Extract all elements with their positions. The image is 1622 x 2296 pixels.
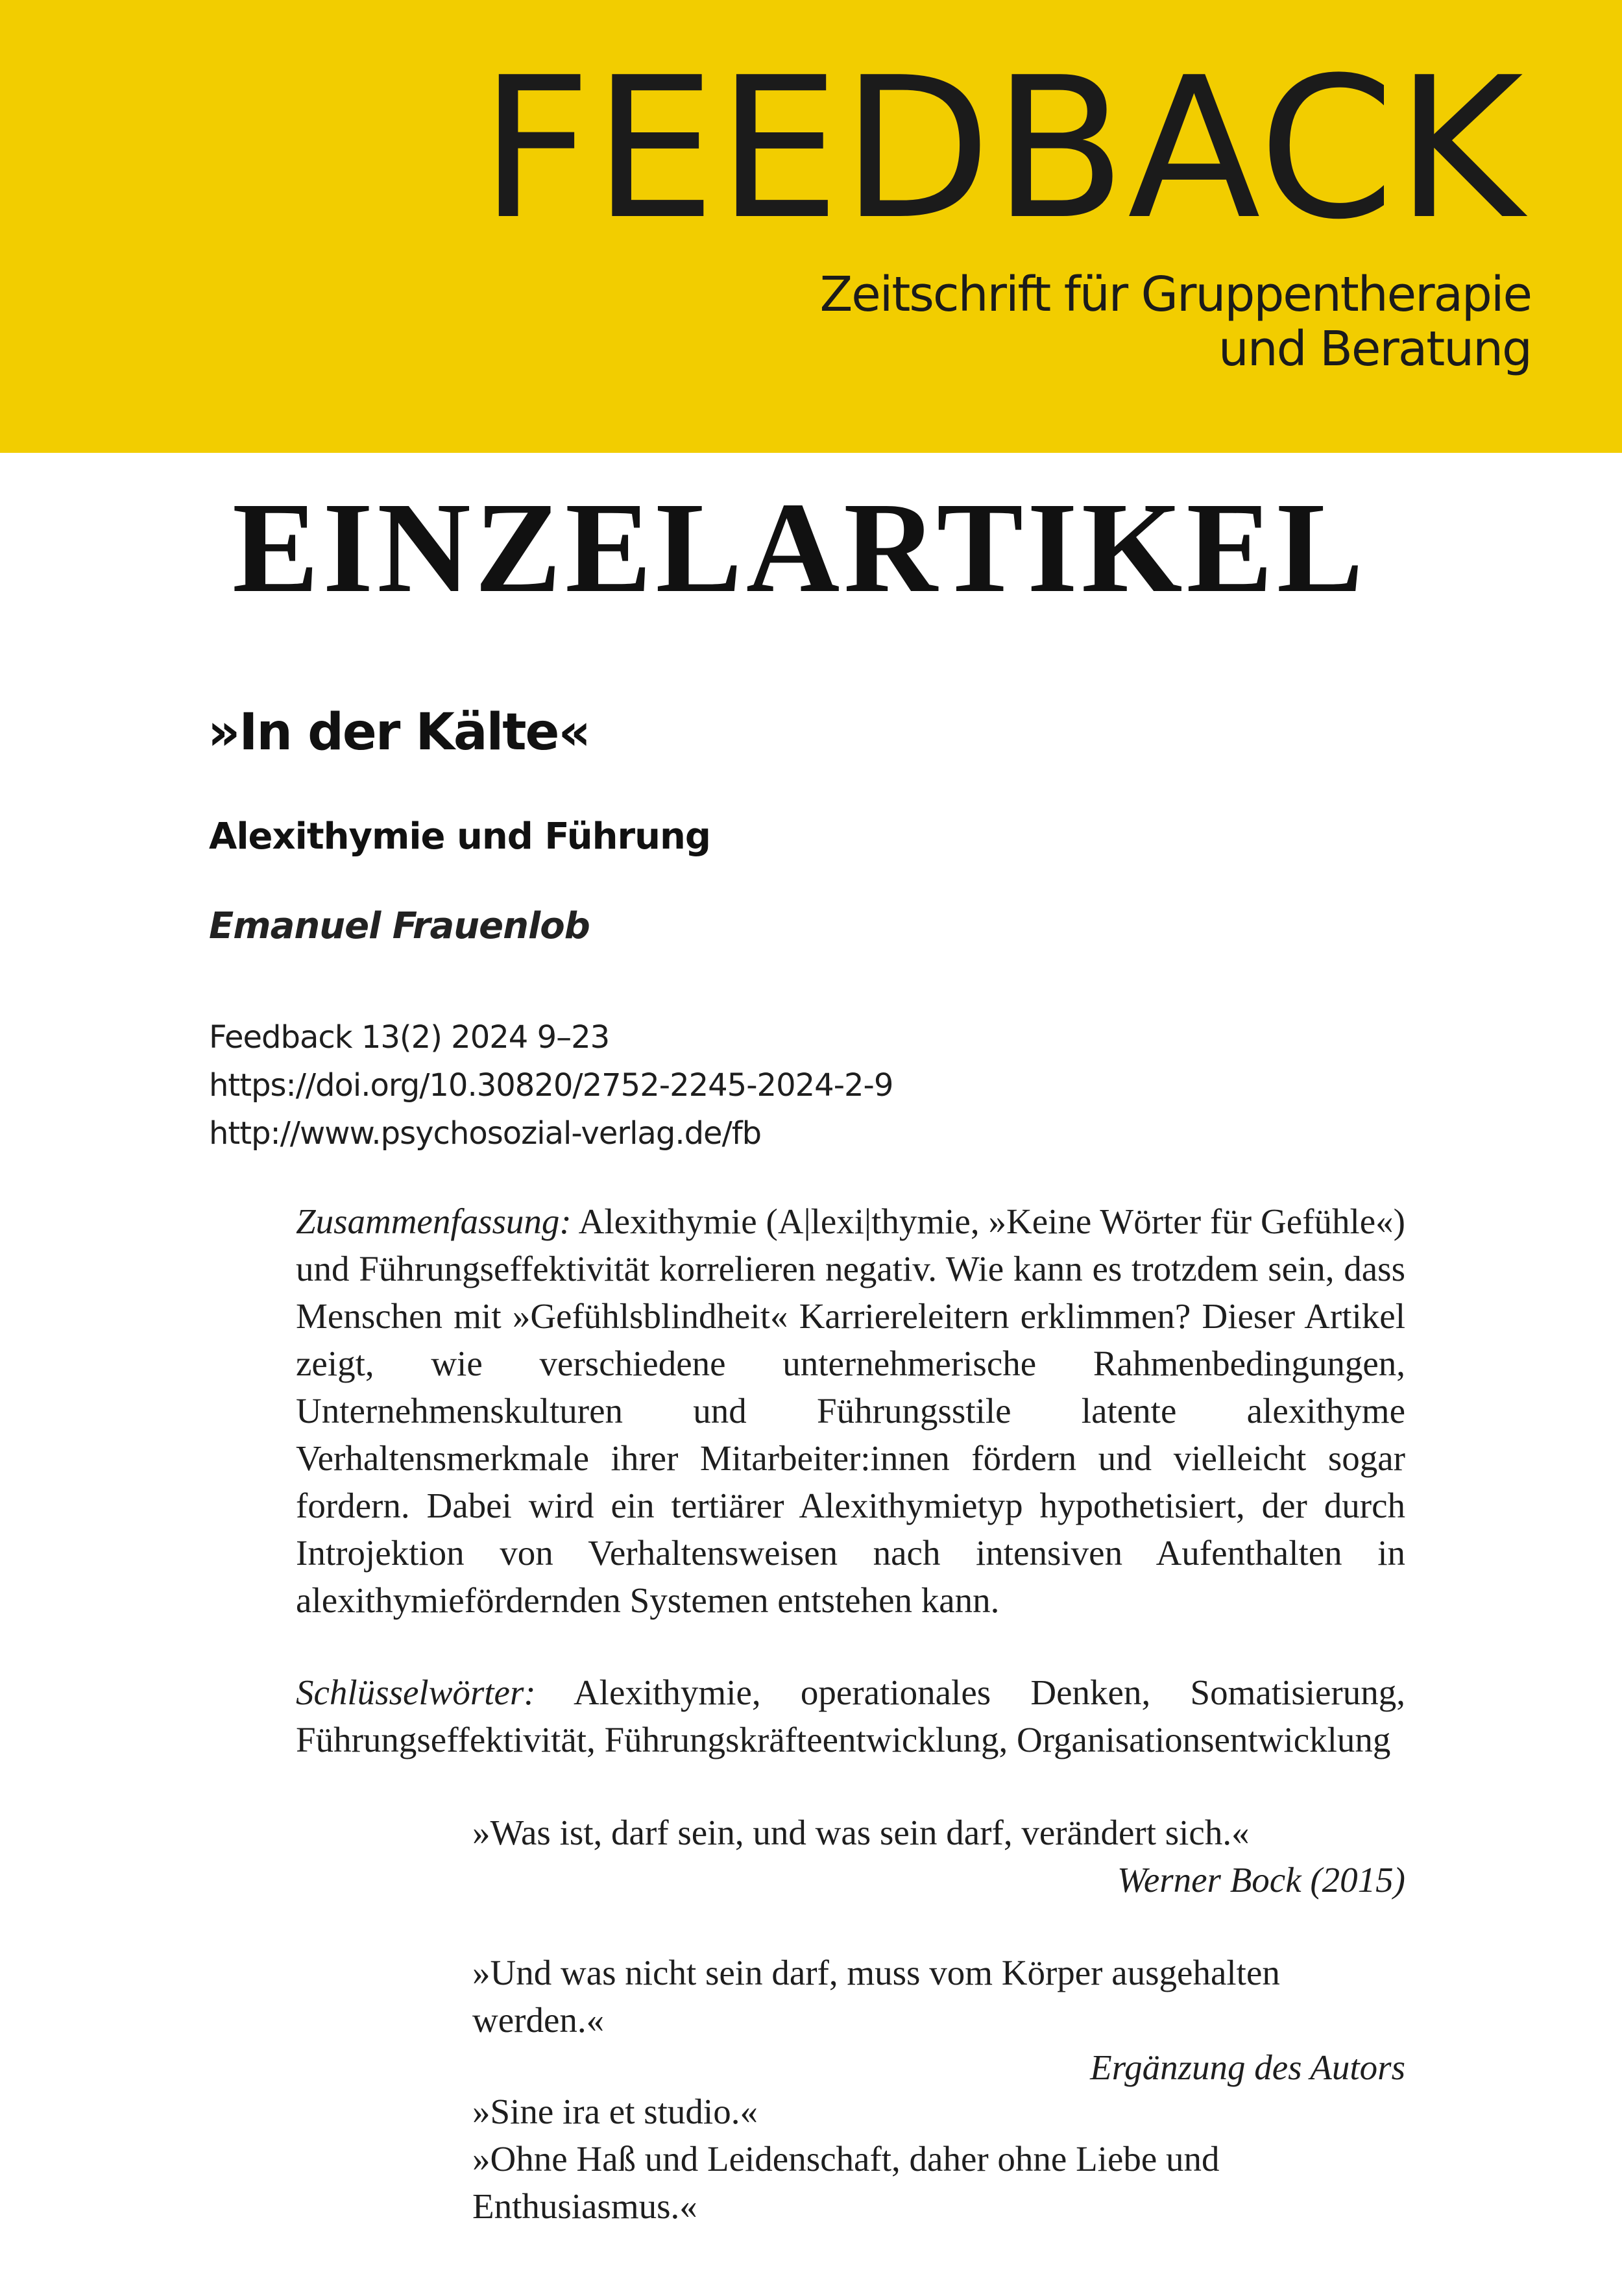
keywords-text: Alexithymie, operationales Denken, Somatisierung, Führungseffektivität, Führungskräfteentwicklung, Organisationsentwicklung	[296, 1673, 1405, 1759]
abstract-label: Zusammenfassung:	[296, 1202, 572, 1241]
keywords	[296, 1669, 1405, 1763]
journal-header	[0, 0, 1622, 453]
single-article-banner: EINZELARTIKEL	[232, 476, 1368, 620]
article-author: Emanuel Frauenlob	[209, 905, 590, 947]
journal-name: FEEDBACK	[479, 36, 1525, 262]
epigraph-source: Werner Bock (2015)	[1117, 1860, 1405, 1900]
article-title: »In der Kälte«	[208, 703, 590, 762]
epigraph-source: Ergänzung des Autors	[1090, 2048, 1405, 2087]
epigraph	[472, 1809, 1405, 1903]
epigraph-quote: »Und was nicht sein darf, muss vom Körper ausgehalten werden.«	[472, 1953, 1280, 2040]
abstract	[296, 1198, 1405, 1624]
article-subtitle: Alexithymie und Führung	[209, 816, 710, 858]
keywords-label: Schlüsselwörter:	[296, 1673, 536, 1712]
journal-subtitle-line-2: und Beratung	[1218, 321, 1531, 377]
publisher-link[interactable]: http://www.psychosozial-verlag.de/fb	[209, 1115, 762, 1152]
epigraph	[472, 1949, 1405, 2091]
abstract-text: Alexithymie (A|lexi|thymie, »Keine Wörter für Gefühle«) und Führungseffektivität korrelieren negativ. Wie kann es trotzdem sein, dass Menschen mit »Gefühlsblindheit« Karriereleitern erklimmen? Dieser Artikel zeigt, wie verschiedene unternehmerische Rahmenbedingungen, Unternehmenskulturen und Führungsstile latente alexithyme Verhaltensmerkmale ihrer Mitarbeiter:innen fördern und vielleicht sogar fordern. Dabei wird ein tertiärer Alexithymietyp hypothetisiert, der durch Introjektion von Verhaltensweisen nach intensiven Aufenthalten in alexithymiefördernden Systemen entstehen kann.	[296, 1202, 1405, 1620]
epigraph-quote: »Was ist, darf sein, und was sein darf, verändert sich.«	[472, 1813, 1250, 1852]
epigraph	[472, 2088, 1405, 2230]
epigraph-quote: »Sine ira et studio.«	[472, 2092, 758, 2131]
article-metadata	[209, 1013, 893, 1157]
citation: Feedback 13(2) 2024 9–23	[209, 1019, 610, 1056]
journal-subtitle-line-1: Zeitschrift für Gruppentherapie	[819, 267, 1531, 322]
journal-subtitle	[820, 267, 1531, 376]
epigraph-quote-translation: »Ohne Haß und Leidenschaft, daher ohne Liebe und Enthusiasmus.«	[472, 2139, 1220, 2226]
doi-link[interactable]: https://doi.org/10.30820/2752-2245-2024-2-9	[209, 1067, 893, 1104]
